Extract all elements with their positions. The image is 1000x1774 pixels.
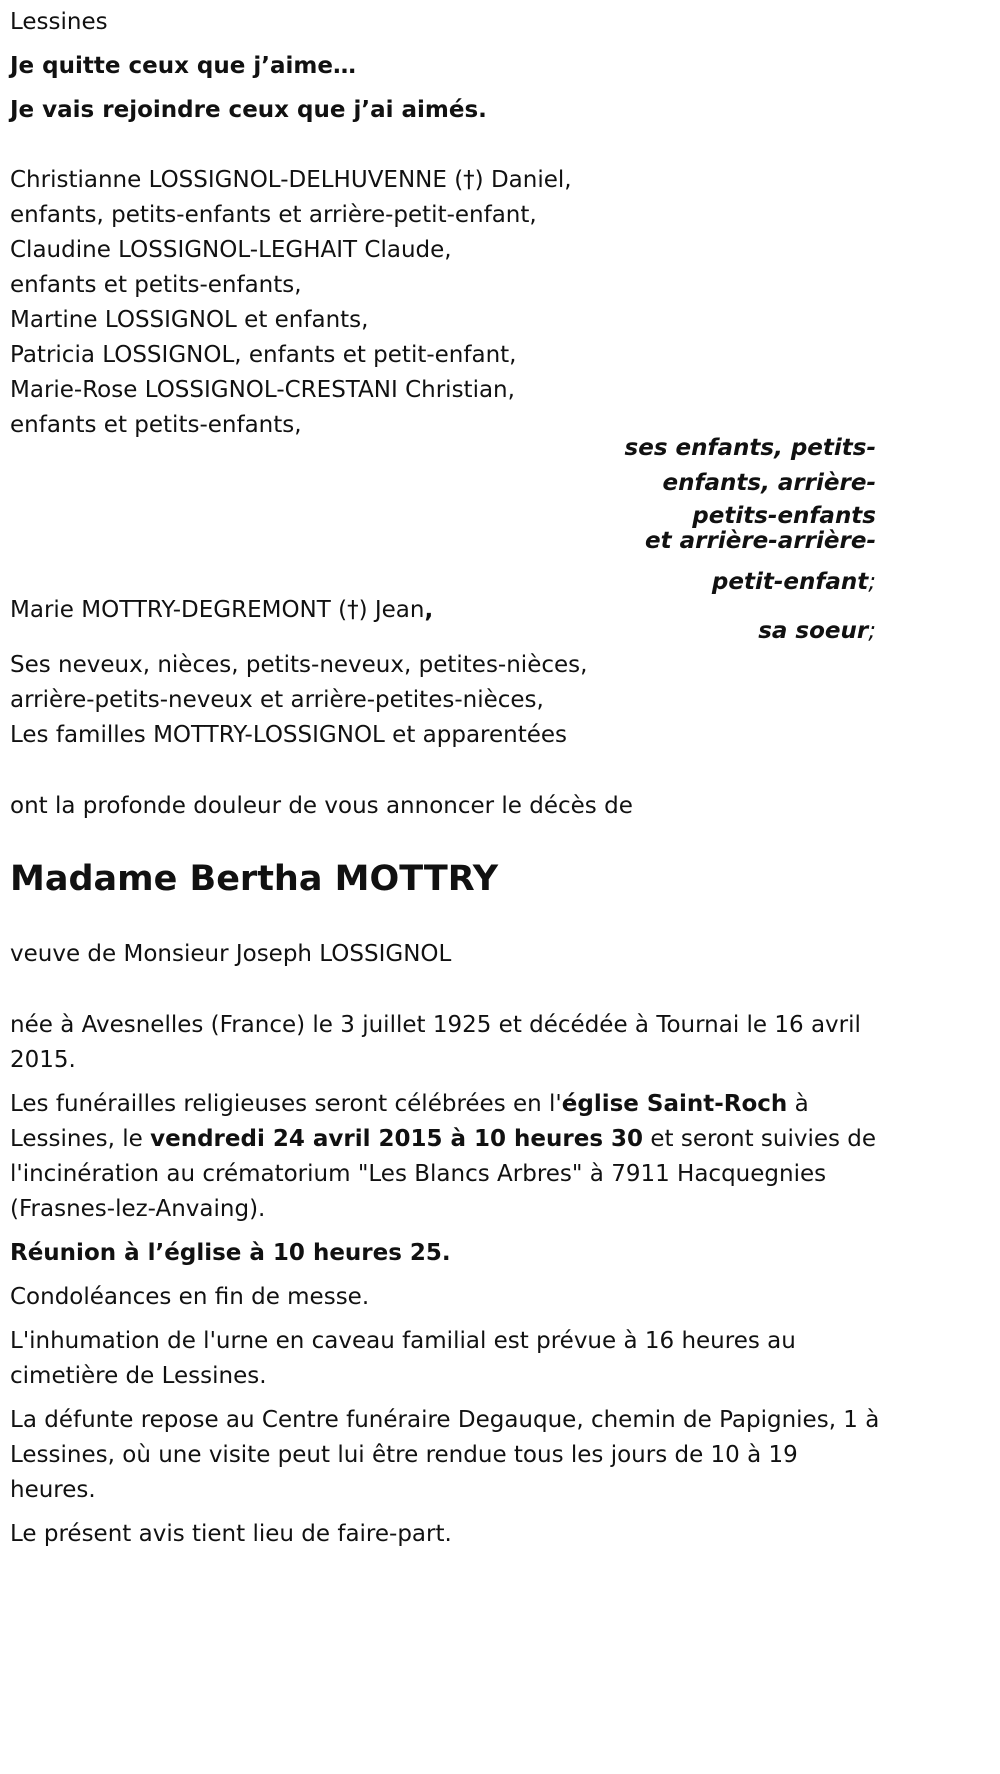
relative-line: Les familles MOTTRY-LOSSIGNOL et apparentées xyxy=(10,722,568,748)
deceased-name: Madame Bertha MOTTRY xyxy=(10,859,499,899)
family-list xyxy=(10,163,990,443)
relation-line: petits-enfants xyxy=(692,503,876,529)
relation-line: ses enfants, petits- xyxy=(624,435,876,461)
funeral-text-a: Les funérailles religieuses seront célébrées en l' xyxy=(10,1091,562,1117)
funeral-paragraph xyxy=(10,1087,880,1227)
church-name: église Saint-Roch xyxy=(561,1091,788,1117)
widow-of xyxy=(10,937,990,972)
quote-line-2: Je vais rejoindre ceux que j’ai aimés. xyxy=(10,97,487,123)
family-line: Marie-Rose LOSSIGNOL-CRESTANI Christian, xyxy=(10,377,515,403)
sister-punct: ; xyxy=(868,618,876,644)
town: Lessines xyxy=(10,9,108,35)
relation-punct: ; xyxy=(868,569,876,595)
quote-line-1: Je quitte ceux que j’aime… xyxy=(10,53,356,79)
funeral-date: vendredi 24 avril 2015 à 10 heures 30 xyxy=(150,1126,644,1152)
relation-line: enfants, arrière- xyxy=(662,470,876,496)
family-line: enfants, petits-enfants et arrière-petit-enfant, xyxy=(10,202,537,228)
family-line: Claudine LOSSIGNOL-LEGHAIT Claude, xyxy=(10,237,452,263)
funeral-text-c: et seront suivies de l'incinération au crématorium "Les Blancs Arbres" à 7911 Hacquegnies (Frasnes-lez-Anvaing). xyxy=(10,1126,877,1222)
relation-line: petit-enfant xyxy=(711,569,869,595)
sister-comma: , xyxy=(424,597,434,623)
reunion: Réunion à l’église à 10 heures 25. xyxy=(10,1240,451,1266)
sister-relation: sa soeur xyxy=(758,618,869,644)
family-line: enfants et petits-enfants, xyxy=(10,272,302,298)
inhumation: L'inhumation de l'urne en caveau familial est prévue à 16 heures au cimetière de Lessines. xyxy=(10,1328,796,1389)
family-line: Martine LOSSIGNOL et enfants, xyxy=(10,307,369,333)
announcement xyxy=(10,789,990,824)
details xyxy=(10,1008,990,1552)
notice: Le présent avis tient lieu de faire-part. xyxy=(10,1521,452,1547)
birth-death: née à Avesnelles (France) le 3 juillet 1925 et décédée à Tournai le 16 avril 2015. xyxy=(10,1012,861,1073)
relation-line: et arrière-arrière- xyxy=(645,528,876,554)
widow-of-text: veuve de Monsieur Joseph LOSSIGNOL xyxy=(10,941,452,967)
family-line: Patricia LOSSIGNOL, enfants et petit-enfant, xyxy=(10,342,517,368)
sister-name: Marie MOTTRY-DEGREMONT (†) Jean xyxy=(10,597,425,623)
other-relatives xyxy=(10,648,990,753)
header xyxy=(10,5,990,128)
visit-info: La défunte repose au Centre funéraire Degauque, chemin de Papignies, 1 à Lessines, où une visite peut lui être rendue tous les jours de 10 à 19 heures. xyxy=(10,1407,880,1503)
relation-sister xyxy=(758,614,876,649)
announcement-text: ont la profonde douleur de vous annoncer le décès de xyxy=(10,793,633,819)
family-line: Christianne LOSSIGNOL-DELHUVENNE (†) Daniel, xyxy=(10,167,572,193)
funeral-text-b: à Lessines, le xyxy=(10,1091,809,1152)
condolences: Condoléances en fin de messe. xyxy=(10,1284,370,1310)
relative-line: Ses neveux, nièces, petits-neveux, petites-nièces, xyxy=(10,652,588,678)
relation-children xyxy=(625,431,876,600)
relative-line: arrière-petits-neveux et arrière-petites-nièces, xyxy=(10,687,544,713)
family-line: enfants et petits-enfants, xyxy=(10,412,302,438)
